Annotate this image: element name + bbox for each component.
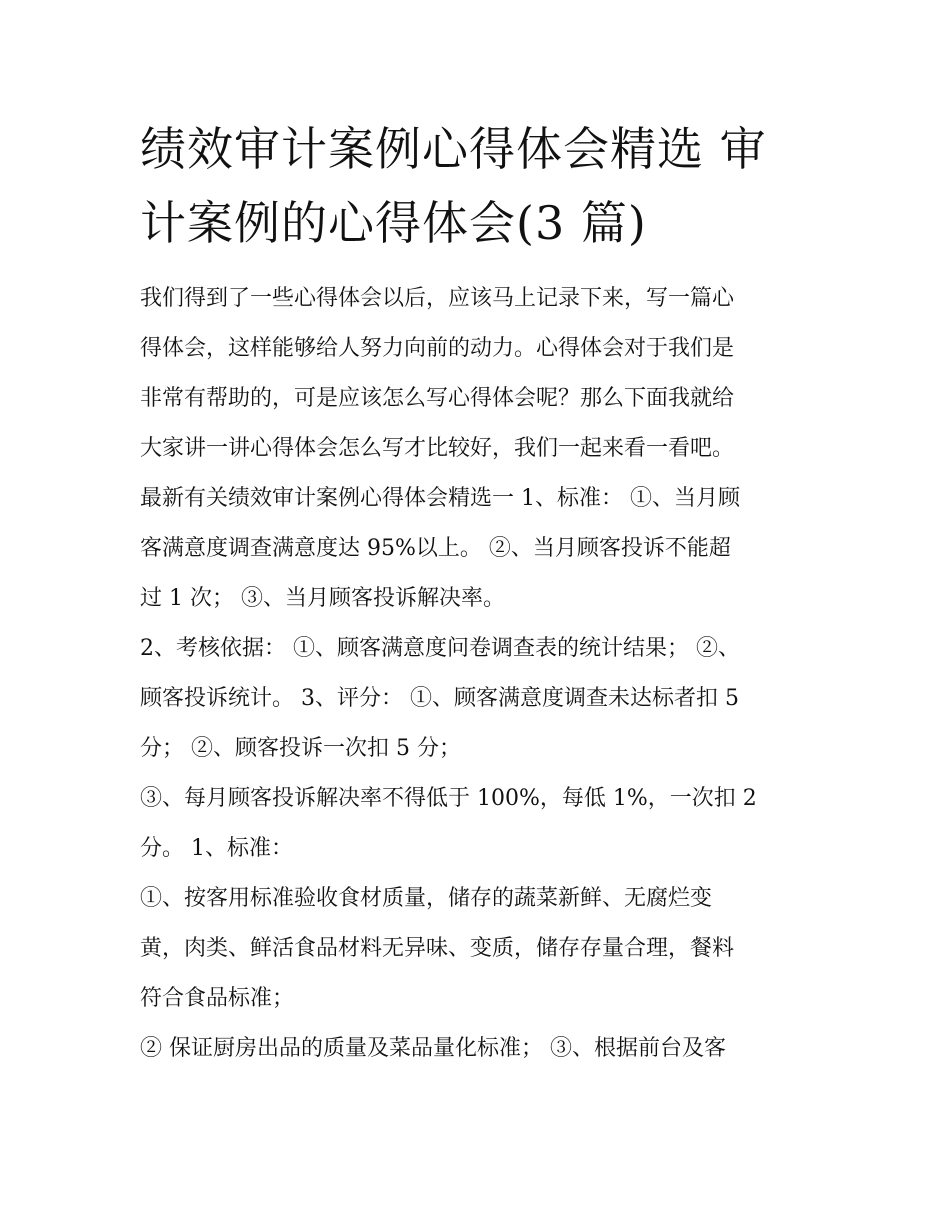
body-line: 过 1 次； ③、当月顾客投诉解决率。 — [140, 586, 505, 611]
body-line: 2、考核依据： ①、顾客满意度问卷调查表的统计结果； ②、 — [140, 636, 740, 661]
body-line: 非常有帮助的，可是应该怎么写心得体会呢？那么下面我就给 — [140, 386, 735, 411]
title-line: 绩效审计案例心得体会精选 审 — [140, 122, 767, 176]
body-line: 黄，肉类、鲜活食品材料无异味、变质，储存存量合理，餐料 — [140, 936, 735, 961]
body-line: 符合食品标准； — [140, 986, 295, 1011]
body-line: 顾客投诉统计。 3、评分： ①、顾客满意度调查未达标者扣 5 — [140, 686, 739, 711]
body-line: ①、按客用标准验收食材质量，储存的蔬菜新鲜、无腐烂变 — [140, 886, 713, 911]
body-line: ② 保证厨房出品的质量及菜品量化标准； ③、根据前台及客 — [140, 1036, 726, 1061]
document-page — [140, 112, 820, 1074]
title-line: 计案例的心得体会(3 篇) — [140, 196, 647, 250]
body-line: 分。 1、标准： — [140, 836, 293, 861]
body-line: 得体会，这样能够给人努力向前的动力。心得体会对于我们是 — [140, 336, 735, 361]
body-line: 客满意度调查满意度达 95%以上。 ②、当月顾客投诉不能超 — [140, 536, 731, 561]
body-line: 分； ②、顾客投诉一次扣 5 分； — [140, 736, 461, 761]
body-line: ③、每月顾客投诉解决率不得低于 100%，每低 1%，一次扣 2 — [140, 786, 757, 811]
body-line: 大家讲一讲心得体会怎么写才比较好，我们一起来看一看吧。 — [140, 436, 735, 461]
document-title — [140, 112, 820, 260]
body-line: 最新有关绩效审计案例心得体会精选一 1、标准： ①、当月顾 — [140, 486, 740, 511]
body-line: 我们得到了一些心得体会以后，应该马上记录下来，写一篇心 — [140, 286, 735, 311]
document-body — [140, 274, 820, 1074]
